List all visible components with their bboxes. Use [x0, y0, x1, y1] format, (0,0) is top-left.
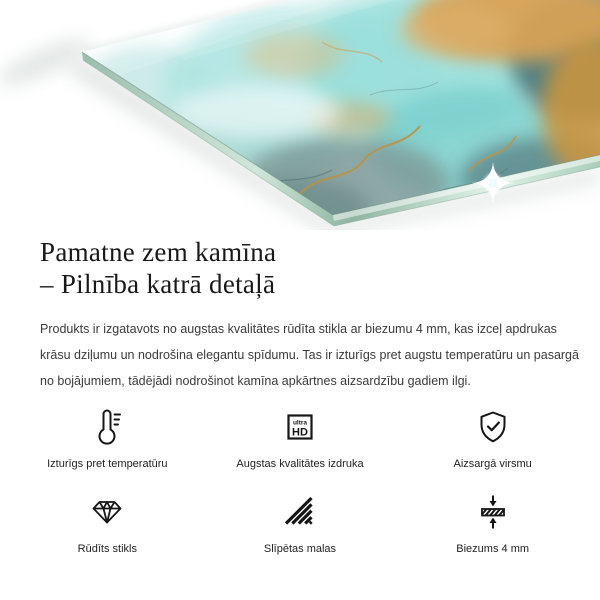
- shield-check-icon: [473, 406, 513, 448]
- description-line: Produkts ir izgatavots no augstas kvalitātes rūdīta stikla ar biezumu 4 mm, kas izceļ apdrukas: [40, 322, 557, 336]
- beveled-edges-icon: [280, 491, 320, 533]
- page-title-line2: – Pilnība katrā detaļā: [40, 269, 276, 299]
- feature-label: Biezums 4 mm: [456, 543, 530, 555]
- product-hero-image: [0, 0, 600, 230]
- feature-label: Slīpētas malas: [263, 543, 337, 555]
- feature-heat-resistant: [11, 406, 204, 471]
- page-title: [40, 236, 585, 300]
- description-line: krāsu dziļumu un nodrošina elegantu spīdumu. Tas ir izturīgs pret augstu temperatūru un pasargā: [40, 348, 579, 362]
- ultra-hd-badge-icon: [280, 406, 320, 448]
- feature-grid: [11, 406, 589, 556]
- feature-surface-protection: [396, 406, 589, 471]
- page-title-line1: Pamatne zem kamīna: [40, 237, 277, 267]
- product-info: [40, 236, 585, 556]
- badge-text-hd: HD: [292, 426, 308, 439]
- feature-label: Rūdīts stikls: [77, 543, 137, 555]
- feature-polished-edges: [204, 491, 397, 556]
- description-line: no bojājumiem, tādējādi nodrošinot kamīna apkārtnes aizsardzību gadiem ilgi.: [40, 374, 471, 388]
- thermometer-icon: [87, 406, 127, 448]
- feature-label: Aizsargā virsmu: [453, 458, 532, 470]
- glass-panel-illustration: [0, 0, 600, 230]
- feature-label: Augstas kvalitātes izdruka: [236, 458, 364, 470]
- product-description: [40, 316, 585, 394]
- feature-label: Izturīgs pret temperatūru: [47, 458, 168, 470]
- diamond-icon: [87, 491, 127, 533]
- feature-thickness: [396, 491, 589, 556]
- thickness-icon: [473, 491, 513, 533]
- feature-print-quality: [204, 406, 397, 471]
- feature-tempered-glass: [11, 491, 204, 556]
- badge-text-ultra: ultra: [292, 419, 308, 427]
